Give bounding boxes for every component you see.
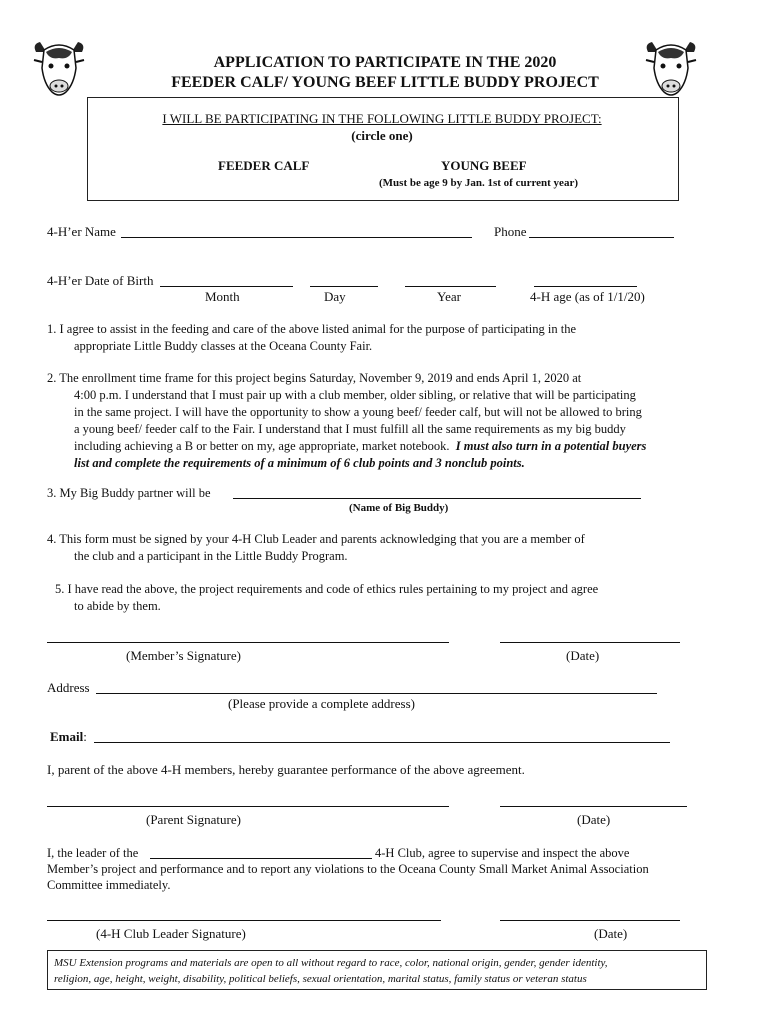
- email-field[interactable]: [94, 742, 670, 743]
- item-1: 1. I agree to assist in the feeding and care of the above listed animal for the purpose of participating in the appropriate Little Buddy classes at the Oceana County Fair.: [47, 322, 576, 353]
- leader-statement-suffix: 4-H Club, agree to supervise and inspect the above: [375, 846, 630, 860]
- phone-field[interactable]: [529, 237, 674, 238]
- item-3-label: 3. My Big Buddy partner will be: [47, 486, 211, 500]
- leader-statement-prefix: I, the leader of the: [47, 846, 139, 860]
- dob-year-field[interactable]: [405, 286, 496, 287]
- year-caption: Year: [437, 289, 461, 304]
- young-beef-age-note: (Must be age 9 by Jan. 1st of current year): [379, 177, 578, 189]
- item-4: 4. This form must be signed by your 4-H Club Leader and parents acknowledging that you are a member of the club and a participant in the Little Buddy Program.: [47, 532, 585, 563]
- leader-statement-line2: Member’s project and performance and to report any violations to the Oceana County Small Market Animal Association: [47, 862, 649, 876]
- title-line-1: APPLICATION TO PARTICIPATE IN THE 2020: [213, 54, 557, 71]
- day-caption: Day: [324, 289, 346, 304]
- parent-date-caption: (Date): [577, 812, 611, 827]
- member-date-field[interactable]: [500, 642, 680, 643]
- dob-day-field[interactable]: [310, 286, 378, 287]
- nondiscrimination-footer: [47, 950, 707, 990]
- big-buddy-caption: (Name of Big Buddy): [349, 502, 449, 514]
- name-label: 4-H’er Name: [47, 224, 116, 239]
- age-caption: 4-H age (as of 1/1/20): [530, 289, 645, 304]
- item-5: 5. I have read the above, the project requirements and code of ethics rules pertaining to my project and agree to abide by them.: [55, 582, 599, 613]
- footer-line-1: MSU Extension programs and materials are open to all without regard to race, color, national origin, gender, gender identity,: [54, 957, 608, 969]
- leader-signature-caption: (4-H Club Leader Signature): [96, 926, 246, 941]
- parent-statement: I, parent of the above 4-H members, hereby guarantee performance of the above agreement.: [47, 762, 525, 777]
- parent-date-field[interactable]: [500, 806, 687, 807]
- name-field[interactable]: [121, 237, 472, 238]
- parent-signature-caption: (Parent Signature): [146, 812, 241, 827]
- member-date-caption: (Date): [566, 648, 600, 663]
- title-line-2: FEEDER CALF/ YOUNG BEEF LITTLE BUDDY PROJECT: [171, 74, 599, 91]
- member-signature-field[interactable]: [47, 642, 449, 643]
- email-label: Email: [50, 729, 84, 744]
- leader-signature-field[interactable]: [47, 920, 441, 921]
- address-caption: (Please provide a complete address): [228, 696, 415, 711]
- circle-one-instruction: (circle one): [351, 128, 413, 143]
- month-caption: Month: [205, 289, 240, 304]
- leader-statement-line3: Committee immediately.: [47, 878, 171, 892]
- parent-signature-field[interactable]: [47, 806, 449, 807]
- age-field[interactable]: [534, 286, 637, 287]
- leader-date-caption: (Date): [594, 926, 628, 941]
- project-box-heading: I WILL BE PARTICIPATING IN THE FOLLOWING LITTLE BUDDY PROJECT:: [162, 111, 602, 126]
- dob-month-field[interactable]: [160, 286, 293, 287]
- option-feeder-calf[interactable]: FEEDER CALF: [218, 158, 310, 173]
- member-signature-caption: (Member’s Signature): [126, 648, 241, 663]
- phone-label: Phone: [494, 224, 527, 239]
- big-buddy-name-field[interactable]: [233, 498, 641, 499]
- footer-line-2: religion, age, height, weight, disability, political beliefs, sexual orientation, marital status, family status or veteran status: [54, 973, 587, 985]
- address-label: Address: [47, 680, 90, 695]
- dob-label: 4-H’er Date of Birth: [47, 273, 154, 288]
- item-2: 2. The enrollment time frame for this project begins Saturday, November 9, 2019 and ends April 1, 2020 at 4:00 p.m. I understand that I must pair up with a club member, older sibling, or relative that will be participating in the same project. I will have the opportunity to show a young beef/ feeder calf, but will not be allowed to bring a young beef/ feeder calf to the Fair. I understand that I must fulfill all the same requirements as my big buddy including achieving a B or better on my, age appropriate, market notebook. I must also turn in a potential buyers list and complete the requirements of a minimum of 6 club points and 3 nonclub points.: [47, 371, 647, 470]
- address-field[interactable]: [96, 693, 657, 694]
- leader-date-field[interactable]: [500, 920, 680, 921]
- club-name-field[interactable]: [150, 858, 372, 859]
- email-colon: :: [83, 729, 87, 744]
- email-label-wrap: [50, 729, 87, 745]
- option-young-beef[interactable]: YOUNG BEEF: [441, 158, 527, 173]
